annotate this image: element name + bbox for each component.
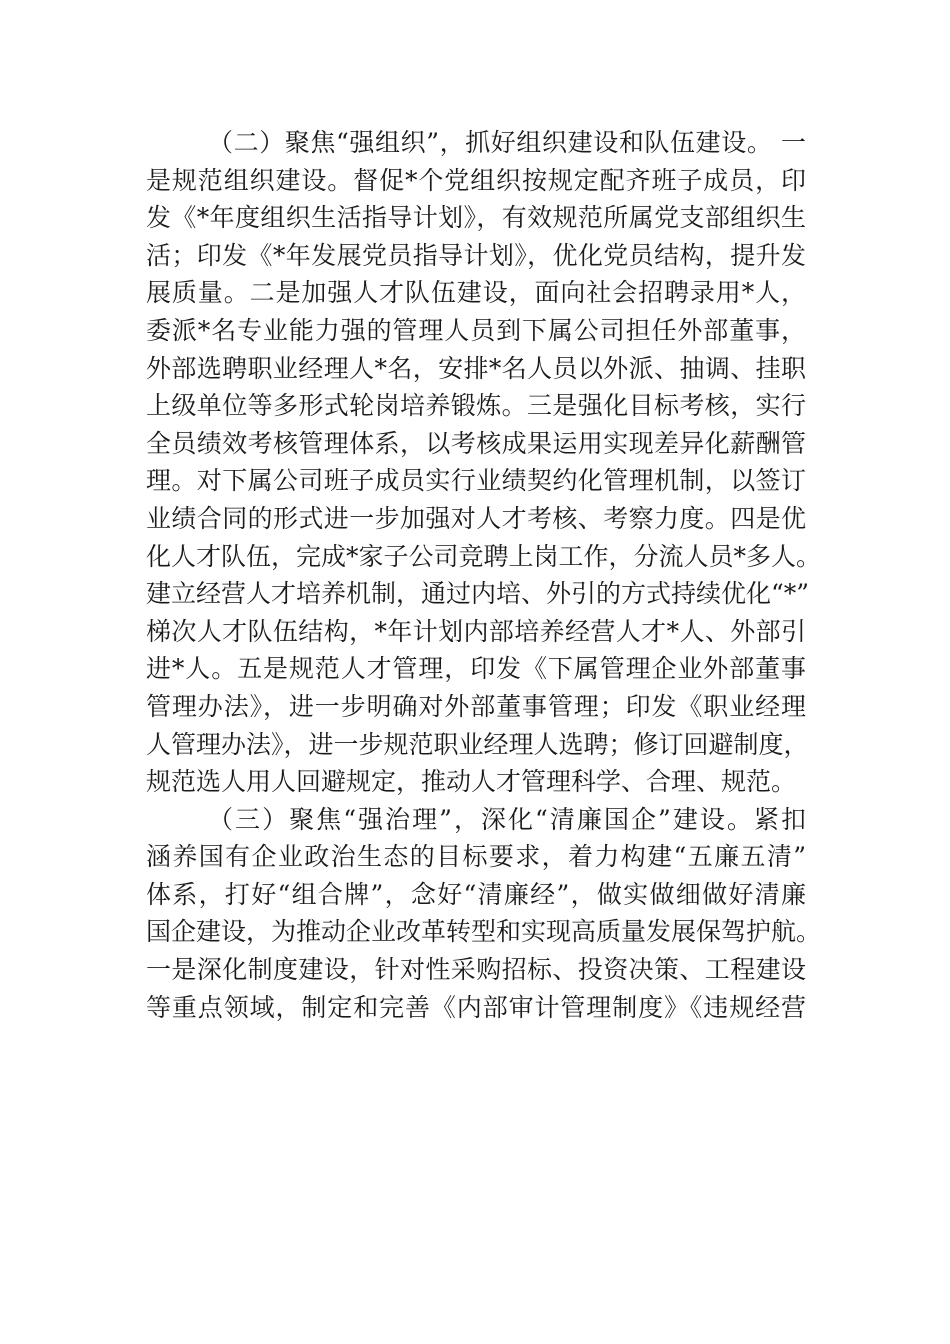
text-line: 规范选人用人回避规定，推动人才管理科学、合理、规范。: [146, 767, 797, 797]
text-line: 人管理办法》，进一步规范职业经理人选聘；修订回避制度，: [146, 729, 809, 759]
text-line: 委派*名专业能力强的管理人员到下属公司担任外部董事，: [146, 315, 806, 345]
text-line: 外部选聘职业经理人*名，安排*名人员以外派、抽调、挂职: [146, 353, 806, 383]
text-line: 是规范组织建设。督促*个党组织按规定配齐班子成员，印: [146, 165, 806, 195]
text-line: （二）聚焦“强组织”，抓好组织建设和队伍建设。 一: [208, 128, 806, 157]
text-line: （三）聚焦“强治理”，深化“清廉国企”建设。紧扣: [208, 804, 806, 834]
text-line: 国企建设，为推动企业改革转型和实现高质量发展保驾护航。: [146, 917, 822, 947]
text-line: 化人才队伍，完成*家子公司竞聘上岗工作，分流人员*多人。: [146, 541, 822, 571]
text-line: 发《*年度组织生活指导计划》，有效规范所属党支部组织生: [146, 203, 806, 233]
document-body: [146, 124, 822, 1026]
text-line: 梯次人才队伍结构，*年计划内部培养经营人才*人、外部引: [146, 616, 806, 646]
text-line: 业绩合同的形式进一步加强对人才考核、考察力度。四是优: [146, 503, 806, 533]
text-line: 上级单位等多形式轮岗培养锻炼。三是强化目标考核，实行: [146, 391, 806, 421]
text-line: 全员绩效考核管理体系，以考核成果运用实现差异化薪酬管: [146, 428, 806, 458]
text-line: 活；印发《*年发展党员指导计划》，优化党员结构，提升发: [146, 240, 806, 270]
text-line: 涵养国有企业政治生态的目标要求，着力构建“五廉五清”: [146, 842, 806, 872]
text-line: 展质量。二是加强人才队伍建设，面向社会招聘录用*人，: [146, 278, 806, 308]
text-line: 建立经营人才培养机制，通过内培、外引的方式持续优化“*”: [146, 579, 810, 609]
paragraph-section-3: [146, 801, 822, 1027]
text-line: 体系，打好“组合牌”，念好“清廉经”，做实做细做好清廉: [146, 879, 806, 909]
paragraph-section-2: [146, 124, 822, 801]
text-line: 管理办法》，进一步明确对外部董事管理；印发《职业经理: [146, 691, 806, 721]
text-line: 一是深化制度建设，针对性采购招标、投资决策、工程建设: [146, 955, 806, 985]
text-line: 等重点领域，制定和完善《内部审计管理制度》《违规经营: [146, 992, 806, 1022]
text-line: 进*人。五是规范人才管理，印发《下属管理企业外部董事: [146, 654, 806, 684]
text-line: 理。对下属公司班子成员实行业绩契约化管理机制，以签订: [146, 466, 806, 496]
